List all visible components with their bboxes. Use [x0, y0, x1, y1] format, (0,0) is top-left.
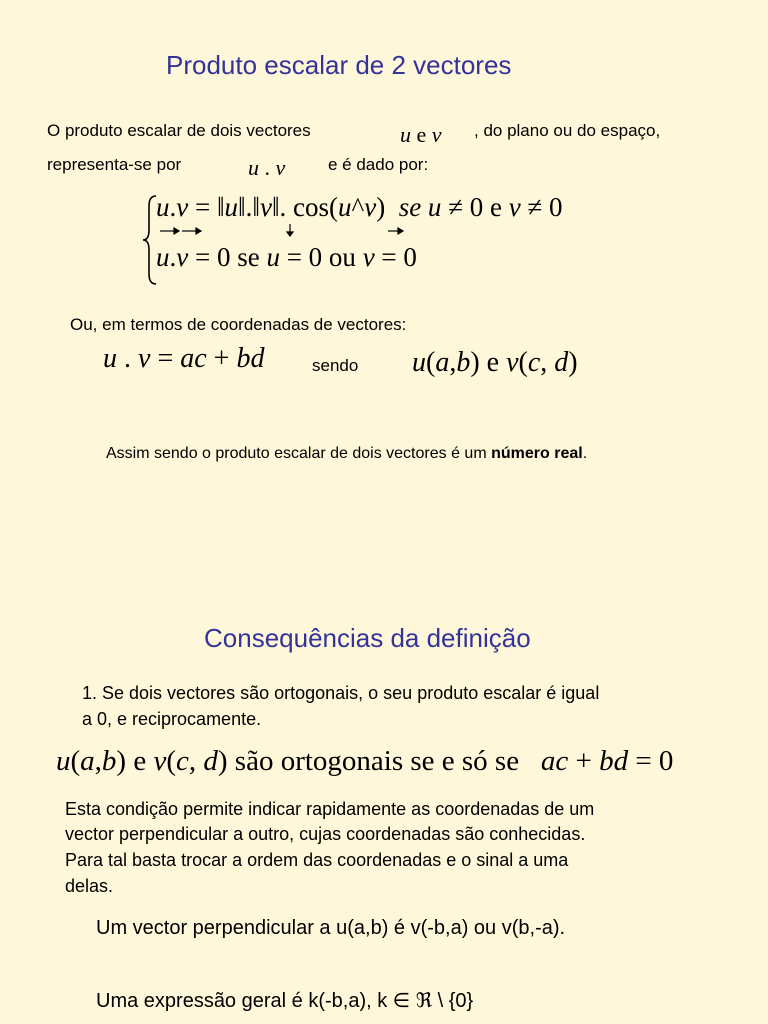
paragraph-line-1: Esta condição permite indicar rapidamente as coordenadas de um [65, 799, 595, 819]
paragraph-line-2: vector perpendicular a outro, cujas coordenadas são conhecidas. [65, 824, 586, 844]
intro-uv-math: u . v [248, 155, 286, 180]
paragraph-line-4: delas. [65, 876, 114, 896]
conclusion-line [106, 445, 587, 463]
vector-arrows [140, 224, 620, 238]
coords-vectors: u(a,b) e v(c, d) [412, 347, 578, 378]
formula-row-1: u.v = ‖u‖.‖v‖. cos(u^v) se u ≠ 0 e v ≠ 0 [156, 192, 563, 222]
intro-line1-text: O produto escalar de dois vectores [47, 121, 311, 140]
paragraph-line-3: Para tal basta trocar a ordem das coordenadas e o sinal a uma [65, 850, 569, 870]
general-line: Uma expressão geral é k(-b,a), k ∈ ℜ \ {0} [96, 990, 474, 1012]
coords-label: Ou, em termos de coordenadas de vectores: [70, 315, 407, 334]
conclusion-text: Assim sendo o produto escalar de dois vectores é um [106, 445, 487, 462]
intro-line2-text: representa-se por [47, 155, 182, 174]
item1-line2: a 0, e reciprocamente. [82, 709, 262, 729]
coords-sendo: sendo [312, 356, 359, 375]
intro-line1-suffix: , do plano ou do espaço, [474, 121, 661, 140]
item1-line1: 1. Se dois vectores são ortogonais, o seu produto escalar é igual [82, 683, 600, 703]
intro-uev-math: u e v [400, 122, 442, 147]
coords-formula: u . v = ac + bd [103, 343, 265, 374]
page-title: Produto escalar de 2 vectores [166, 50, 512, 80]
ortho-formula: u(a,b) e v(c, d) são ortogonais se e só se ac + bd = 0 [56, 745, 674, 777]
intro-line2-suffix: e é dado por: [328, 155, 429, 174]
conclusion-end: . [582, 445, 588, 462]
section-title: Consequências da definição [204, 623, 531, 653]
formula-system [140, 192, 640, 287]
formula-row-2: u.v = 0 se u = 0 ou v = 0 [156, 242, 417, 272]
conclusion-bold: número real [491, 445, 583, 462]
perp-line: Um vector perpendicular a u(a,b) é v(-b,a) ou v(b,-a). [96, 917, 566, 939]
